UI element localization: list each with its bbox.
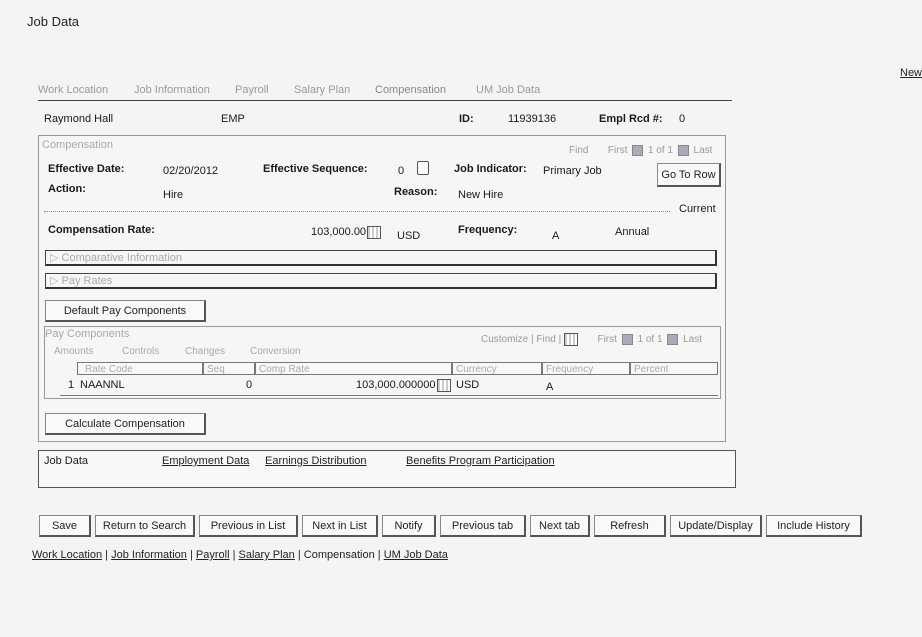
reason-label: Reason: [394, 186, 438, 198]
new-window-link[interactable]: New [900, 67, 922, 79]
customize-link[interactable]: Customize [481, 334, 529, 346]
footer-separator: | [229, 549, 239, 561]
footer-link-um-job-data[interactable]: UM Job Data [383, 549, 448, 561]
column-seq: Seq [203, 362, 255, 375]
footer-link-salary-plan[interactable]: Salary Plan [238, 549, 295, 561]
empl-rcd-value: 0 [679, 113, 686, 125]
first-arrow-icon[interactable] [632, 145, 643, 156]
subtab-controls[interactable]: Controls [122, 346, 160, 357]
include-history-button[interactable]: Include History [766, 515, 862, 537]
find-link[interactable]: Find [536, 334, 556, 346]
compensation-nav [569, 145, 712, 156]
footer-navigation [32, 549, 448, 561]
last-arrow-icon[interactable] [667, 334, 678, 345]
effective-sequence-value: 0 [398, 165, 405, 177]
last-arrow-icon[interactable] [678, 145, 689, 156]
pay-rates-bar[interactable]: ▷ Pay Rates [45, 273, 717, 289]
next-tab-button[interactable]: Next tab [530, 515, 590, 537]
row-number: 1 [68, 379, 75, 391]
job-data-label: Job Data [44, 455, 89, 467]
frequency-label: Frequency: [458, 224, 518, 236]
previous-in-list-button[interactable]: Previous in List [199, 515, 298, 537]
save-button[interactable]: Save [39, 515, 91, 537]
last-link[interactable]: Last [683, 334, 702, 346]
find-link[interactable]: Find [569, 145, 589, 157]
job-indicator-value: Primary Job [543, 165, 602, 177]
calculator-icon[interactable] [367, 226, 381, 239]
column-comp-rate: Comp Rate [255, 362, 452, 375]
effective-date-value: 02/20/2012 [163, 165, 219, 177]
return-to-search-button[interactable]: Return to Search [95, 515, 195, 537]
go-to-row-button[interactable]: Go To Row [657, 163, 721, 187]
comparative-information-label: Comparative Information [61, 252, 182, 264]
notify-button[interactable]: Notify [382, 515, 436, 537]
current-label: Current [679, 203, 716, 215]
employee-id-value: 11939136 [508, 113, 557, 125]
footer-link-compensation: Compensation [303, 549, 375, 561]
effective-date-label: Effective Date: [48, 163, 125, 175]
column-frequency: Frequency [542, 362, 630, 375]
job-data-links-box [38, 450, 736, 488]
action-value: Hire [163, 189, 184, 201]
tab-um-job-data[interactable]: UM Job Data [476, 84, 541, 96]
next-in-list-button[interactable]: Next in List [302, 515, 378, 537]
footer-separator: | [186, 549, 196, 561]
first-link[interactable]: First [597, 334, 617, 346]
update-display-button[interactable]: Update/Display [670, 515, 762, 537]
rate-code-cell[interactable]: NAANNL [80, 379, 125, 391]
frequency-cell: A [546, 381, 554, 393]
compensation-rate-label: Compensation Rate: [48, 224, 155, 236]
effective-sequence-label: Effective Sequence: [263, 163, 368, 175]
subtab-changes[interactable]: Changes [185, 346, 226, 357]
earnings-distribution-link[interactable]: Earnings Distribution [265, 455, 367, 467]
pay-rates-label: Pay Rates [61, 275, 113, 287]
sequence-checkbox-icon[interactable] [417, 161, 429, 175]
table-row [60, 375, 718, 396]
tab-bar [38, 84, 732, 101]
employee-name: Raymond Hall [44, 113, 114, 125]
currency-cell: USD [456, 379, 480, 391]
column-rate-code: Rate Code [77, 362, 203, 375]
comp-rate-cell: 103,000.000000 [356, 379, 436, 391]
empl-rcd-label: Empl Rcd #: [599, 113, 663, 125]
benefits-program-link[interactable]: Benefits Program Participation [406, 455, 555, 467]
row-count: 1 of 1 [647, 145, 673, 157]
compensation-rate-currency: USD [397, 230, 421, 242]
pay-components-nav: Customize | Find | First 1 of 1 Last [481, 334, 702, 346]
divider [44, 211, 670, 212]
page-title: Job Data [27, 14, 80, 29]
refresh-button[interactable]: Refresh [594, 515, 666, 537]
frequency-value: A [552, 230, 560, 242]
job-indicator-label: Job Indicator: [454, 163, 527, 175]
footer-separator: | [294, 549, 304, 561]
previous-tab-button[interactable]: Previous tab [440, 515, 526, 537]
compensation-rate-value: 103,000.00 [311, 226, 367, 238]
compensation-section-title: Compensation [42, 139, 113, 151]
column-currency: Currency [452, 362, 542, 375]
footer-link-payroll[interactable]: Payroll [195, 549, 230, 561]
employee-type: EMP [221, 113, 245, 125]
last-link[interactable]: Last [693, 145, 713, 157]
first-link[interactable]: First [607, 145, 628, 157]
frequency-text: Annual [615, 226, 650, 238]
tab-work-location[interactable]: Work Location [38, 84, 109, 96]
calculator-icon[interactable] [437, 379, 451, 392]
calculate-compensation-button[interactable]: Calculate Compensation [45, 413, 206, 435]
footer-separator: | [374, 549, 384, 561]
footer-link-work-location[interactable]: Work Location [32, 549, 103, 561]
tab-compensation[interactable]: Compensation [375, 84, 446, 96]
default-pay-components-button[interactable]: Default Pay Components [45, 300, 206, 322]
tab-salary-plan[interactable]: Salary Plan [294, 84, 351, 96]
reason-value: New Hire [458, 189, 504, 201]
action-label: Action: [48, 183, 86, 195]
subtab-amounts[interactable]: Amounts [54, 346, 94, 357]
footer-separator: | [102, 549, 112, 561]
tab-payroll[interactable]: Payroll [235, 84, 269, 96]
row-count: 1 of 1 [637, 334, 663, 346]
grid-view-icon[interactable] [564, 333, 578, 346]
column-percent: Percent [630, 362, 718, 375]
subtab-conversion[interactable]: Conversion [250, 346, 301, 357]
employee-id-label: ID: [459, 113, 474, 125]
pay-components-title: Pay Components [45, 328, 130, 340]
employment-data-link[interactable]: Employment Data [162, 455, 250, 467]
first-arrow-icon[interactable] [622, 334, 633, 345]
footer-link-job-information[interactable]: Job Information [111, 549, 187, 561]
seq-cell: 0 [246, 379, 253, 391]
tab-job-information[interactable]: Job Information [134, 84, 210, 96]
comparative-information-bar[interactable]: ▷ Comparative Information [45, 250, 717, 266]
